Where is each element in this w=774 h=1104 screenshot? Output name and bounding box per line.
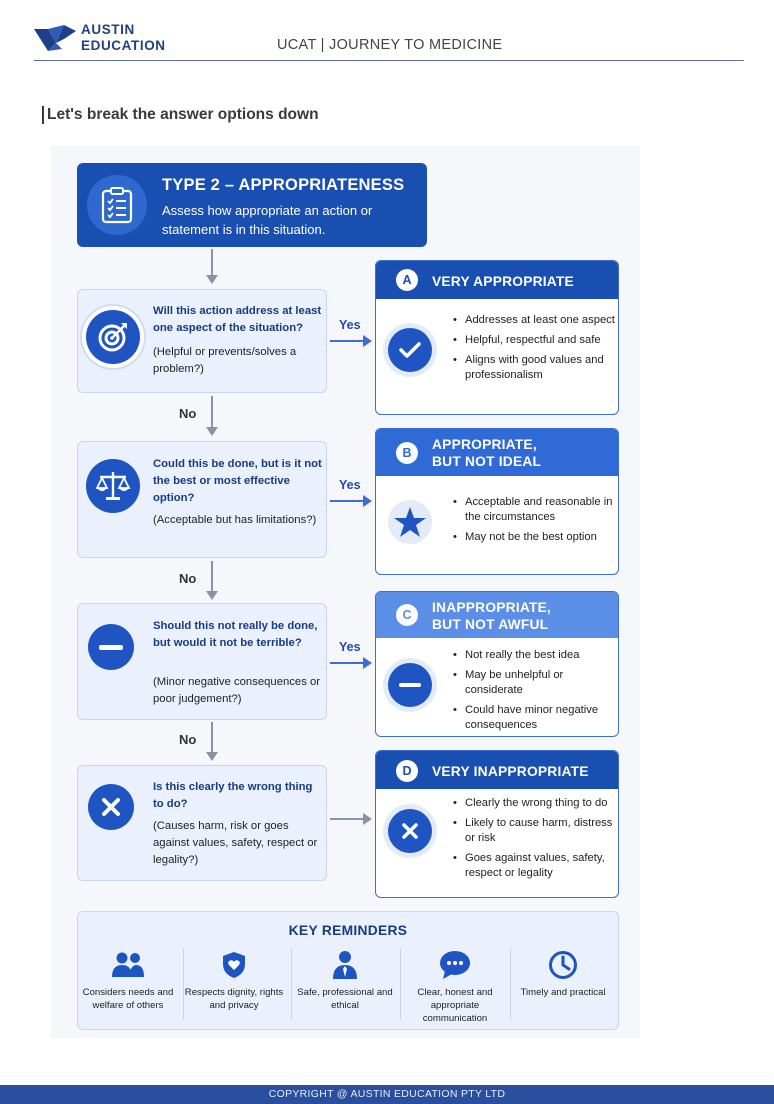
people-icon (111, 948, 145, 982)
answer-point: • Not really the best idea (451, 648, 616, 663)
x-icon (388, 809, 432, 853)
reminder-label: Timely and practical (520, 987, 606, 998)
shield-heart-icon (217, 948, 251, 982)
yes-label: Yes (339, 478, 361, 492)
answer-points (451, 796, 616, 886)
question-hint: (Helpful or prevents/solves a problem?) (153, 346, 297, 375)
x-circle-icon (88, 784, 134, 830)
yes-label: Yes (339, 640, 361, 654)
arrow-down (211, 561, 213, 598)
minus-circle-icon (88, 624, 134, 670)
answer-card-d (375, 750, 619, 898)
answer-point: • Acceptable and reasonable in the circumstances (451, 495, 616, 525)
answer-points (451, 648, 616, 737)
reminders-title: KEY REMINDERS (288, 923, 408, 938)
question-hint: (Acceptable but has limitations?) (153, 514, 317, 526)
arrow-right (330, 340, 368, 342)
answer-title-line-2: BUT NOT IDEAL (432, 454, 542, 469)
answer-letter: A (396, 269, 418, 291)
answer-point: • Could have minor negative consequences (451, 703, 616, 733)
answer-title: VERY INAPPROPRIATE (432, 764, 589, 779)
check-icon (388, 328, 432, 372)
reminder-item (74, 948, 182, 1024)
question-hint: (Causes harm, risk or goes against values, safety, respect or legality?) (153, 820, 318, 866)
answer-card-c (375, 591, 619, 737)
answer-title-line-1: APPROPRIATE, (432, 437, 537, 452)
clock-icon (546, 948, 580, 982)
question-box-1 (77, 289, 327, 393)
question-text: Will this action address at least one aspect of the situation? (153, 305, 322, 334)
question-text: Should this not really be done, but would it not be terrible? (153, 620, 318, 649)
question-box-3 (77, 603, 327, 720)
answer-points (451, 495, 616, 550)
answer-title-line-1: INAPPROPRIATE, (432, 600, 552, 615)
star-icon (388, 500, 432, 544)
arrow-down (211, 722, 213, 759)
footer-copyright: COPYRIGHT @ AUSTIN EDUCATION PTY LTD (0, 1085, 774, 1104)
answer-point: • Aligns with good values and professionalism (451, 353, 616, 383)
reminder-item (180, 948, 288, 1024)
header-title: UCAT | JOURNEY TO MEDICINE (277, 37, 503, 53)
answer-point: • Clearly the wrong thing to do (451, 796, 616, 811)
section-title: Let's break the answer options down (42, 106, 319, 124)
arrow-right (330, 818, 368, 820)
reminder-item (509, 948, 617, 1024)
professional-person-icon (328, 948, 362, 982)
answer-point: • May be unhelpful or considerate (451, 668, 616, 698)
answer-letter: C (396, 604, 418, 626)
answer-card-b (375, 428, 619, 575)
logo (34, 22, 184, 56)
reminder-label: Clear, honest and appropriate communication (417, 987, 493, 1024)
arrow-down (211, 249, 213, 282)
answer-point: • Likely to cause harm, distress or risk (451, 816, 616, 846)
question-text: Could this be done, but is it not the best or most effective option? (153, 458, 322, 504)
reminder-item (291, 948, 399, 1024)
target-icon (86, 310, 140, 364)
key-reminders (77, 911, 619, 1030)
question-box-4 (77, 765, 327, 881)
answer-title: VERY APPROPRIATE (432, 274, 574, 289)
answer-points (451, 313, 616, 388)
yes-label: Yes (339, 318, 361, 332)
reminder-label: Safe, professional and ethical (297, 987, 393, 1011)
answer-letter: D (396, 760, 418, 782)
answer-point: • Addresses at least one aspect (451, 313, 616, 328)
answer-point: • Helpful, respectful and safe (451, 333, 616, 348)
answer-card-a (375, 260, 619, 415)
bird-logo-icon (34, 25, 76, 53)
type-header-box (77, 163, 427, 247)
question-hint: (Minor negative consequences or poor judgement?) (153, 676, 321, 705)
arrow-right (330, 500, 368, 502)
header-divider (34, 60, 744, 61)
no-label: No (179, 571, 197, 586)
type-title: TYPE 2 – APPROPRIATENESS (162, 176, 405, 194)
question-text: Is this clearly the wrong thing to do? (153, 781, 313, 810)
answer-point: • May not be the best option (451, 530, 616, 545)
answer-letter: B (396, 442, 418, 464)
answer-title (432, 599, 551, 633)
scales-icon (86, 459, 140, 513)
type-description: Assess how appropriate an action or statement is in this situation. (162, 203, 373, 237)
speech-bubble-icon (438, 948, 472, 982)
reminder-label: Respects dignity, rights and privacy (184, 987, 284, 1011)
clipboard-checklist-icon (87, 175, 147, 235)
minus-icon (388, 663, 432, 707)
reminder-label: Considers needs and welfare of others (82, 987, 174, 1011)
logo-line-2: EDUCATION (81, 38, 166, 53)
answer-title-line-2: BUT NOT AWFUL (432, 617, 549, 632)
answer-point: • Goes against values, safety, respect or legality (451, 851, 616, 881)
arrow-down (211, 396, 213, 434)
no-label: No (179, 732, 197, 747)
no-label: No (179, 406, 197, 421)
answer-title (432, 436, 541, 470)
question-box-2 (77, 441, 327, 558)
logo-line-1: AUSTIN (81, 22, 135, 37)
arrow-right (330, 662, 368, 664)
reminder-item (401, 948, 509, 1024)
